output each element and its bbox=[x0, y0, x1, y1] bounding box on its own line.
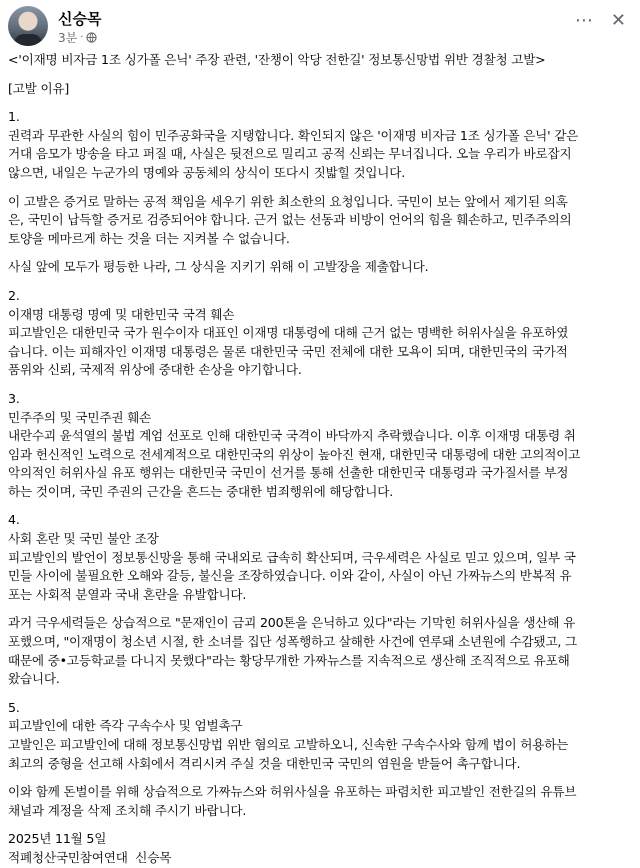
section-4-line: 피고발인의 발언이 정보통신망을 통해 국내외로 급속히 확산되며, 극우세력은 사실로 믿고 있으며, 일부 국 bbox=[8, 549, 576, 565]
section-4-line: 포는 사회적 분열과 국내 혼란을 유발합니다. bbox=[8, 586, 247, 602]
section-4-heading: 사회 혼란 및 국민 불안 조장 bbox=[8, 531, 159, 547]
globe-icon bbox=[86, 32, 97, 43]
section-5-line: 채널과 계정을 삭제 조치해 주시기 바랍니다. bbox=[8, 802, 247, 818]
close-icon[interactable]: ✕ bbox=[610, 10, 626, 31]
section-3-line: 임과 헌신적인 노력으로 전세계적으로 대한민국의 위상이 높아진 현재, 대한민국 대통령에 대한 고의적이고 bbox=[8, 446, 581, 462]
section-3-line: 내란수괴 윤석열의 불법 계엄 선포로 인해 대한민국 국격이 바닥까지 추락했습니다. 이후 이재명 대통령 취 bbox=[8, 428, 576, 444]
post-date: 2025년 11월 5일 bbox=[8, 831, 107, 847]
section-5-line: 이와 함께 돈벌이를 위해 상습적으로 가짜뉴스와 허위사실을 유포하는 파렴치한 피고발인 전한길의 유튜브 bbox=[8, 784, 577, 800]
post-body bbox=[8, 51, 634, 868]
reason-header: [고발 이유] bbox=[8, 80, 70, 96]
meta-separator: · bbox=[80, 32, 84, 43]
section-3-line: 하는 것이며, 국민 주권의 근간을 흔드는 중대한 범죄행위에 해당합니다. bbox=[8, 483, 394, 499]
post-header bbox=[8, 6, 632, 46]
section-4-number: 4. bbox=[8, 512, 20, 528]
section-2-heading: 이재명 대통령 명예 및 대한민국 국격 훼손 bbox=[8, 306, 235, 322]
post-time[interactable]: 3분 bbox=[58, 31, 78, 45]
section-2-line: 피고발인은 대한민국 국가 원수이자 대표인 이재명 대통령에 대해 근거 없는 명백한 허위사실을 유포하였 bbox=[8, 325, 569, 341]
section-1-line: 은, 국민이 납득할 증거로 검증되어야 합니다. 근거 없는 선동과 비방이 언어의 힘을 훼손하고, 민주주의의 bbox=[8, 212, 572, 228]
section-1-line: 사실 앞에 모두가 평등한 나라, 그 상식을 지키기 위해 이 고발장을 제출합니다. bbox=[8, 259, 429, 275]
section-1-line: 토양을 메마르게 하는 것을 더는 지켜볼 수 없습니다. bbox=[8, 230, 290, 246]
section-3-heading: 민주주의 및 국민주권 훼손 bbox=[8, 409, 152, 425]
post-signature: 적폐청산국민참여연대 신승목 bbox=[8, 849, 172, 865]
post-actions bbox=[575, 12, 626, 30]
section-3-number: 3. bbox=[8, 390, 20, 406]
section-2-line: 품위와 신뢰, 국제적 위상에 중대한 손상을 야기합니다. bbox=[8, 362, 302, 378]
avatar[interactable] bbox=[8, 6, 48, 46]
section-2-line: 습니다. 이는 피해자인 이재명 대통령은 물론 대한민국 국민 전체에 대한 모욕이 되며, 대한민국의 국가적 bbox=[8, 343, 568, 359]
author-name[interactable]: 신승목 bbox=[58, 10, 102, 28]
section-5-number: 5. bbox=[8, 699, 20, 715]
section-5-line: 최고의 중형을 선고해 사회에서 격리시켜 주실 것을 대한민국 국민의 염원을 받들어 촉구합니다. bbox=[8, 755, 521, 771]
section-5-line: 고발인은 피고발인에 대해 정보통신망법 위반 혐의로 고발하오니, 신속한 구속수사와 함께 법이 허용하는 bbox=[8, 737, 569, 752]
section-4-line: 포했으며, "이재명이 청소년 시절, 한 소녀를 집단 성폭행하고 살해한 사건에 연루돼 소년원에 수감됐고, 그 bbox=[8, 634, 577, 650]
post-title: <'이재명 비자금 1조 싱가폴 은닉' 주장 관련, '잔챙이 악당 전한길' 정보통신망법 위반 경찰청 고발> bbox=[8, 52, 546, 67]
post-meta bbox=[58, 29, 97, 46]
section-5-heading: 피고발인에 대한 즉각 구속수사 및 엄벌촉구 bbox=[8, 718, 243, 734]
section-1-number: 1. bbox=[8, 109, 20, 125]
section-1-line: 않으면, 내일은 누군가의 명예와 공동체의 상식이 또다시 짓밟힐 것입니다. bbox=[8, 164, 405, 180]
more-dots-icon[interactable]: ⋯ bbox=[574, 10, 593, 31]
section-4-line: 때문에 중•고등학교를 다니지 못했다"라는 황당무개한 가짜뉴스를 지속적으로 생산해 조직적으로 유포해 bbox=[8, 652, 570, 668]
section-4-line: 왔습니다. bbox=[8, 671, 60, 687]
section-1-line: 거대 음모가 방송을 타고 퍼질 때, 사실은 뒷전으로 밀리고 공적 신뢰는 무너집니다. 오늘 우리가 바로잡지 bbox=[8, 146, 572, 162]
section-1-line: 권력과 무관한 사실의 힘이 민주공화국을 지탱합니다. 확인되지 않은 '이재명 비자금 1조 싱가폴 은닉' 같은 bbox=[8, 127, 579, 143]
section-4-line: 과거 극우세력들은 상습적으로 "문재인이 금괴 200톤을 은닉하고 있다"라는 기막힌 허위사실을 생산해 유 bbox=[8, 615, 576, 631]
section-1-line: 이 고발은 증거로 말하는 공적 책임을 세우기 위한 최소한의 요청입니다. 국민이 보는 앞에서 제기된 의혹 bbox=[8, 193, 568, 209]
section-2-number: 2. bbox=[8, 287, 20, 303]
section-4-line: 민들 사이에 불필요한 오해와 갈등, 불신을 조장하였습니다. 이와 같이, 사실이 아닌 가짜뉴스의 반복적 유 bbox=[8, 568, 572, 584]
section-3-line: 악의적인 허위사실 유포 행위는 대한민국 국민이 선거를 통해 선출한 대한민국 대통령과 국가질서를 부정 bbox=[8, 465, 569, 481]
